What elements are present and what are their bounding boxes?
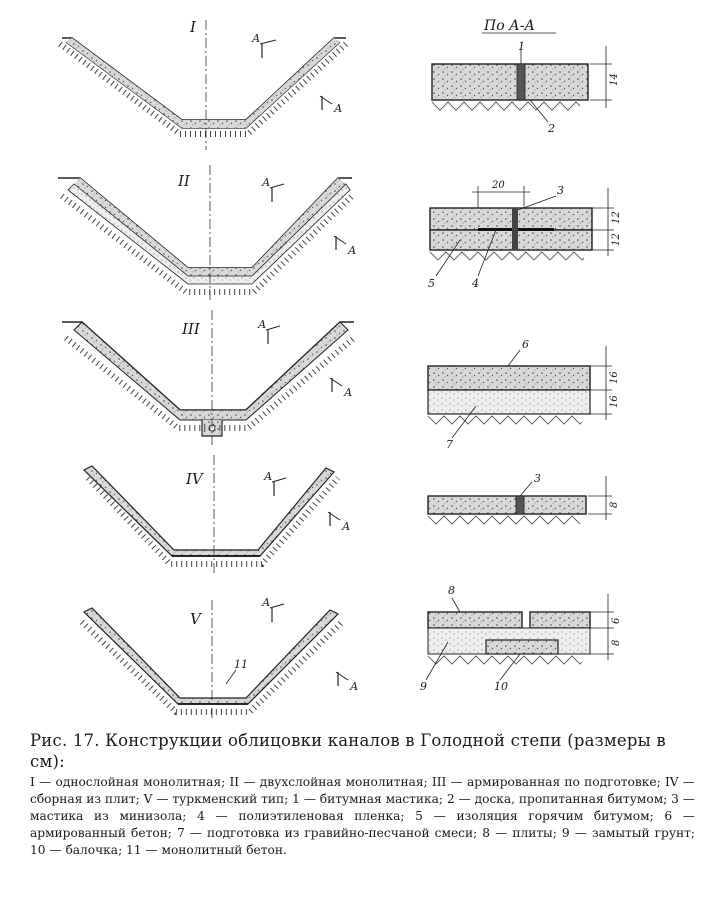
callout-5: 5	[428, 277, 435, 290]
thickness-II-bottom: 12	[611, 233, 622, 246]
section-marker-bottom-IV: А	[342, 520, 351, 533]
section-II	[430, 186, 614, 276]
width-dim-II: 20	[492, 180, 505, 191]
variant-label-I: I	[190, 18, 196, 36]
section-marker-top-V: А	[262, 596, 271, 609]
thickness-III-bottom: 16	[609, 395, 620, 408]
thickness-I: 14	[609, 73, 620, 86]
thickness-IV: 8	[609, 501, 620, 508]
thickness-II-top: 12	[611, 211, 622, 224]
thickness-V-bottom: 8	[611, 639, 622, 646]
section-I	[432, 46, 612, 122]
callout-3-IV: 3	[534, 472, 541, 485]
callout-10: 10	[494, 680, 508, 693]
callout-9: 9	[420, 680, 427, 693]
canal-profile-III	[62, 310, 354, 445]
section-marker-bottom-V: А	[350, 680, 359, 693]
section-IV	[428, 476, 612, 524]
variant-label-III: III	[182, 320, 200, 338]
callout-3-II: 3	[557, 184, 564, 197]
figure-caption	[30, 730, 695, 859]
callout-4: 4	[472, 277, 479, 290]
thickness-V-top: 6	[611, 617, 622, 624]
caption-legend: I — однослойная монолитная; II — двухслойная монолитная; III — армированная по подготовке; IV — сборная из плит; V — туркменский тип; 1 — битумная мастика; 2 — доска, пропитанная битумом; 3 — мастика из минизола; 4 — полиэтиленовая пленка; 5 — изоляция горячим битумом; 6 — армированный бетон; 7 — подготовка из гравийно-песчаной смеси; 8 — плиты; 9 — замытый грунт; 10 — балочка; 11 — монолитный бетон.	[30, 775, 695, 857]
section-cut-marker-V	[261, 596, 358, 693]
canal-profile-V	[82, 600, 342, 718]
section-marker-top-I: А	[252, 32, 261, 45]
section-heading: По А-А	[484, 18, 536, 34]
callout-6: 6	[522, 338, 529, 351]
section-marker-bottom-II: А	[348, 244, 357, 257]
section-III	[428, 346, 612, 438]
thickness-III-top: 16	[609, 371, 620, 384]
section-marker-top-IV: А	[264, 470, 273, 483]
variant-label-II: II	[178, 172, 190, 190]
callout-1: 1	[518, 40, 525, 53]
callout-7: 7	[446, 438, 453, 451]
variant-label-V: V	[190, 610, 201, 628]
callout-8: 8	[448, 584, 455, 597]
variant-label-IV: IV	[186, 470, 203, 488]
section-marker-bottom-III: А	[344, 386, 353, 399]
callout-11: 11	[234, 658, 248, 671]
section-V	[426, 594, 614, 680]
canal-profile-II	[58, 165, 352, 300]
section-marker-bottom-I: А	[334, 102, 343, 115]
caption-title: Рис. 17. Конструкции облицовки каналов в Голодной степи (размеры в см):	[30, 731, 666, 771]
section-marker-top-II: А	[262, 176, 271, 189]
canal-profile-IV	[84, 455, 338, 575]
callout-2: 2	[548, 122, 555, 135]
section-marker-top-III: А	[258, 318, 267, 331]
canal-profile-I	[60, 20, 346, 150]
